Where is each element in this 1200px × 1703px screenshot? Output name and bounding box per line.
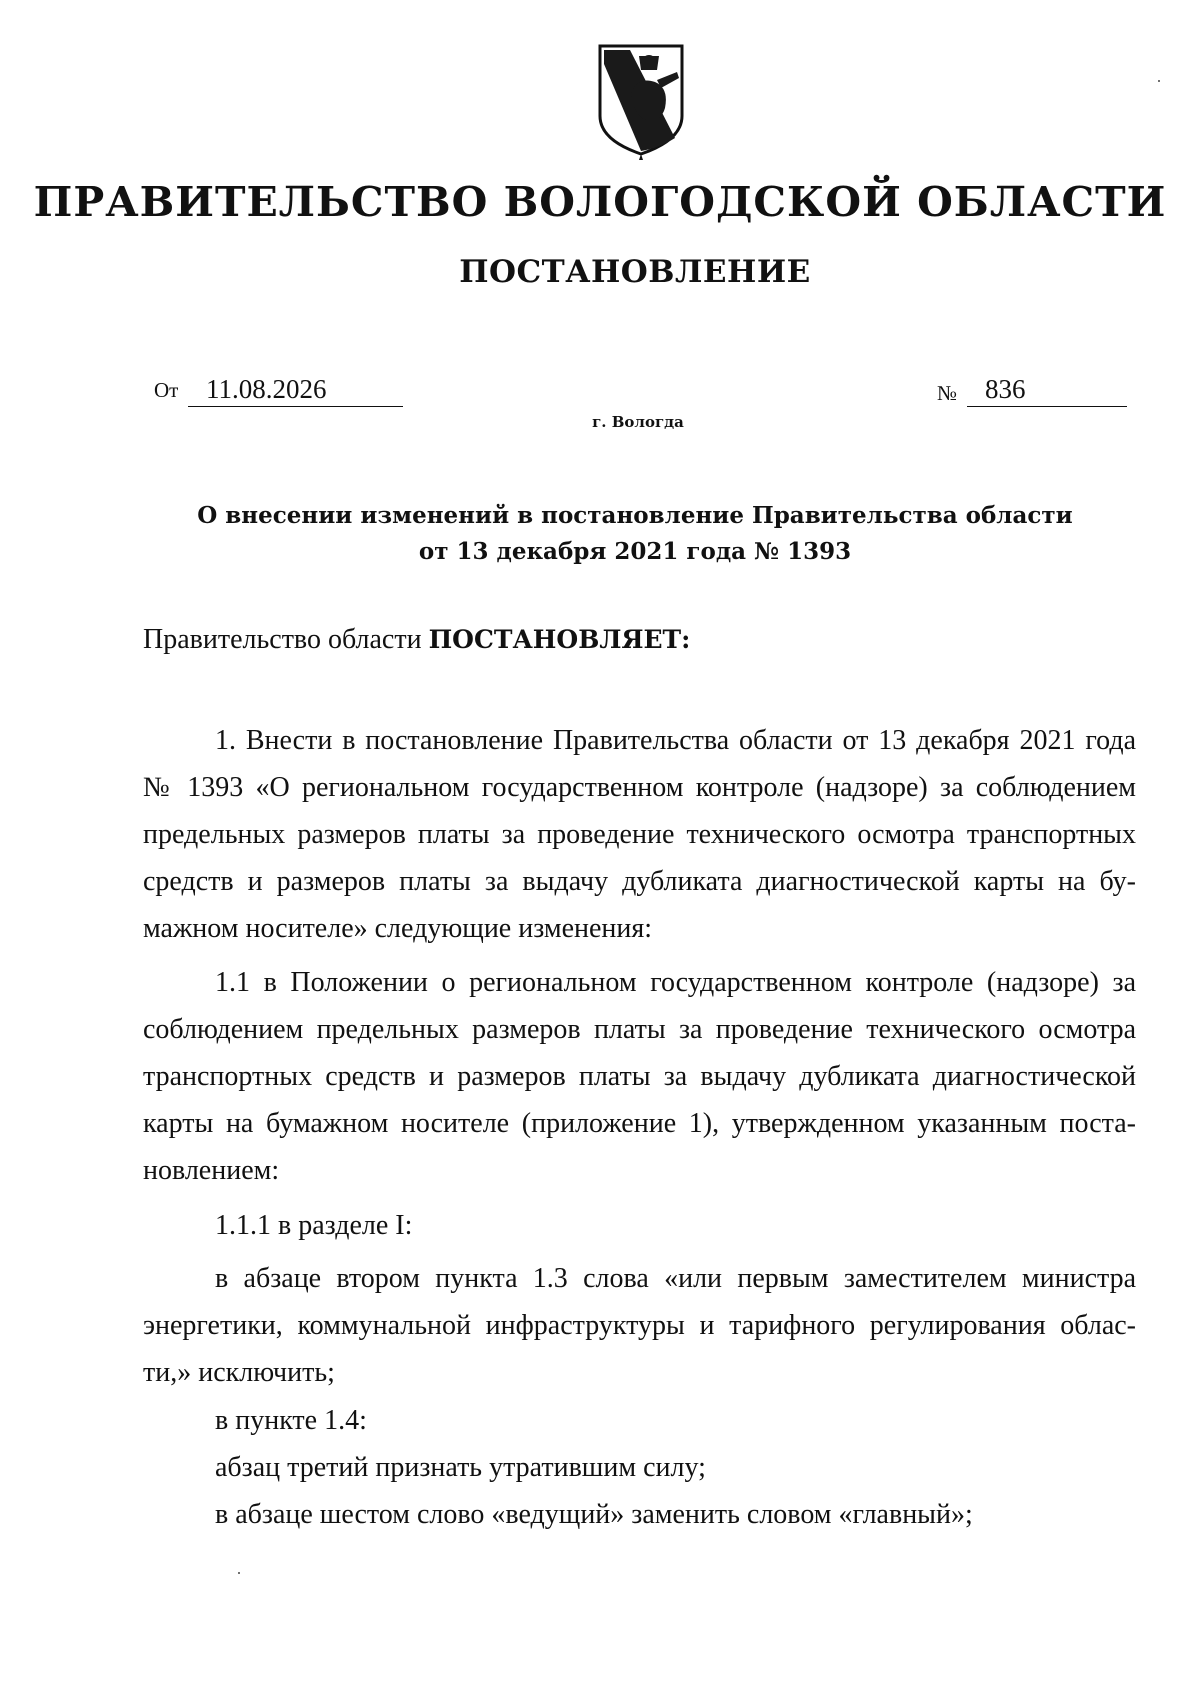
text-line: соблюдением предельных размеров платы за проведение технического осмотра xyxy=(143,1014,1136,1045)
text-line: карты на бумажном носителе (приложение 1), утвержденном указанным поста- xyxy=(143,1108,1136,1139)
paragraph-2 xyxy=(143,959,1136,1194)
paragraph-3 xyxy=(143,1202,1136,1249)
scan-speck xyxy=(1158,80,1160,82)
text-line: в абзаце втором пункта 1.3 слова «или первым заместителем министра xyxy=(215,1263,1136,1294)
text-line: транспортных средств и размеров платы за выдачу дубликата диагностической xyxy=(143,1061,1136,1092)
number-label: № xyxy=(937,381,958,405)
text-line: в пункте 1.4: xyxy=(215,1405,367,1436)
number-field: 836 xyxy=(967,372,1127,407)
text-line: 1.1 в Положении о региональном государственном контроле (надзоре) за xyxy=(215,967,1136,998)
date-field: 11.08.2026 xyxy=(188,372,403,407)
text-line: ти,» исключить; xyxy=(143,1357,335,1388)
document-type: ПОСТАНОВЛЕНИЕ xyxy=(459,254,811,290)
document-subject xyxy=(0,498,1200,570)
paragraph-7 xyxy=(143,1491,1136,1538)
paragraph-6 xyxy=(143,1444,1136,1491)
text-line: абзац третий признать утратившим силу; xyxy=(215,1452,706,1483)
text-line: 1.1.1 в разделе I: xyxy=(215,1210,413,1241)
resolves-verb: ПОСТАНОВЛЯЕТ: xyxy=(428,625,691,654)
government-title: ПРАВИТЕЛЬСТВО ВОЛОГОДСКОЙ ОБЛАСТИ xyxy=(33,178,1167,226)
text-line: новлением: xyxy=(143,1155,280,1186)
text-line: энергетики, коммунальной инфраструктуры и тарифного регулирования облас- xyxy=(143,1310,1136,1341)
city-label: г. Вологда xyxy=(592,413,684,431)
text-line: 1. Внести в постановление Правительства области от 13 декабря 2021 года xyxy=(215,725,1136,756)
coat-of-arms-icon xyxy=(595,42,687,160)
text-line: предельных размеров платы за проведение технического осмотра транспортных xyxy=(143,819,1136,850)
subject-line-1: О внесении изменений в постановление Правительства области xyxy=(197,502,1073,529)
subject-line-2: от 13 декабря 2021 года № 1393 xyxy=(418,538,852,565)
text-line: мажном носителе» следующие изменения: xyxy=(143,913,653,944)
text-line: в абзаце шестом слово «ведущий» заменить словом «главный»; xyxy=(215,1499,973,1530)
resolves-clause xyxy=(143,624,690,656)
text-line: № 1393 «О региональном государственном контроле (надзоре) за соблюдением xyxy=(143,772,1136,803)
resolves-prefix: Правительство области xyxy=(143,624,422,655)
paragraph-5 xyxy=(143,1397,1136,1444)
paragraph-1 xyxy=(143,717,1136,952)
scan-speck xyxy=(238,1572,240,1574)
paragraph-4 xyxy=(143,1255,1136,1396)
date-label: От xyxy=(154,378,179,402)
text-line: средств и размеров платы за выдачу дубликата диагностической карты на бу- xyxy=(143,866,1136,897)
